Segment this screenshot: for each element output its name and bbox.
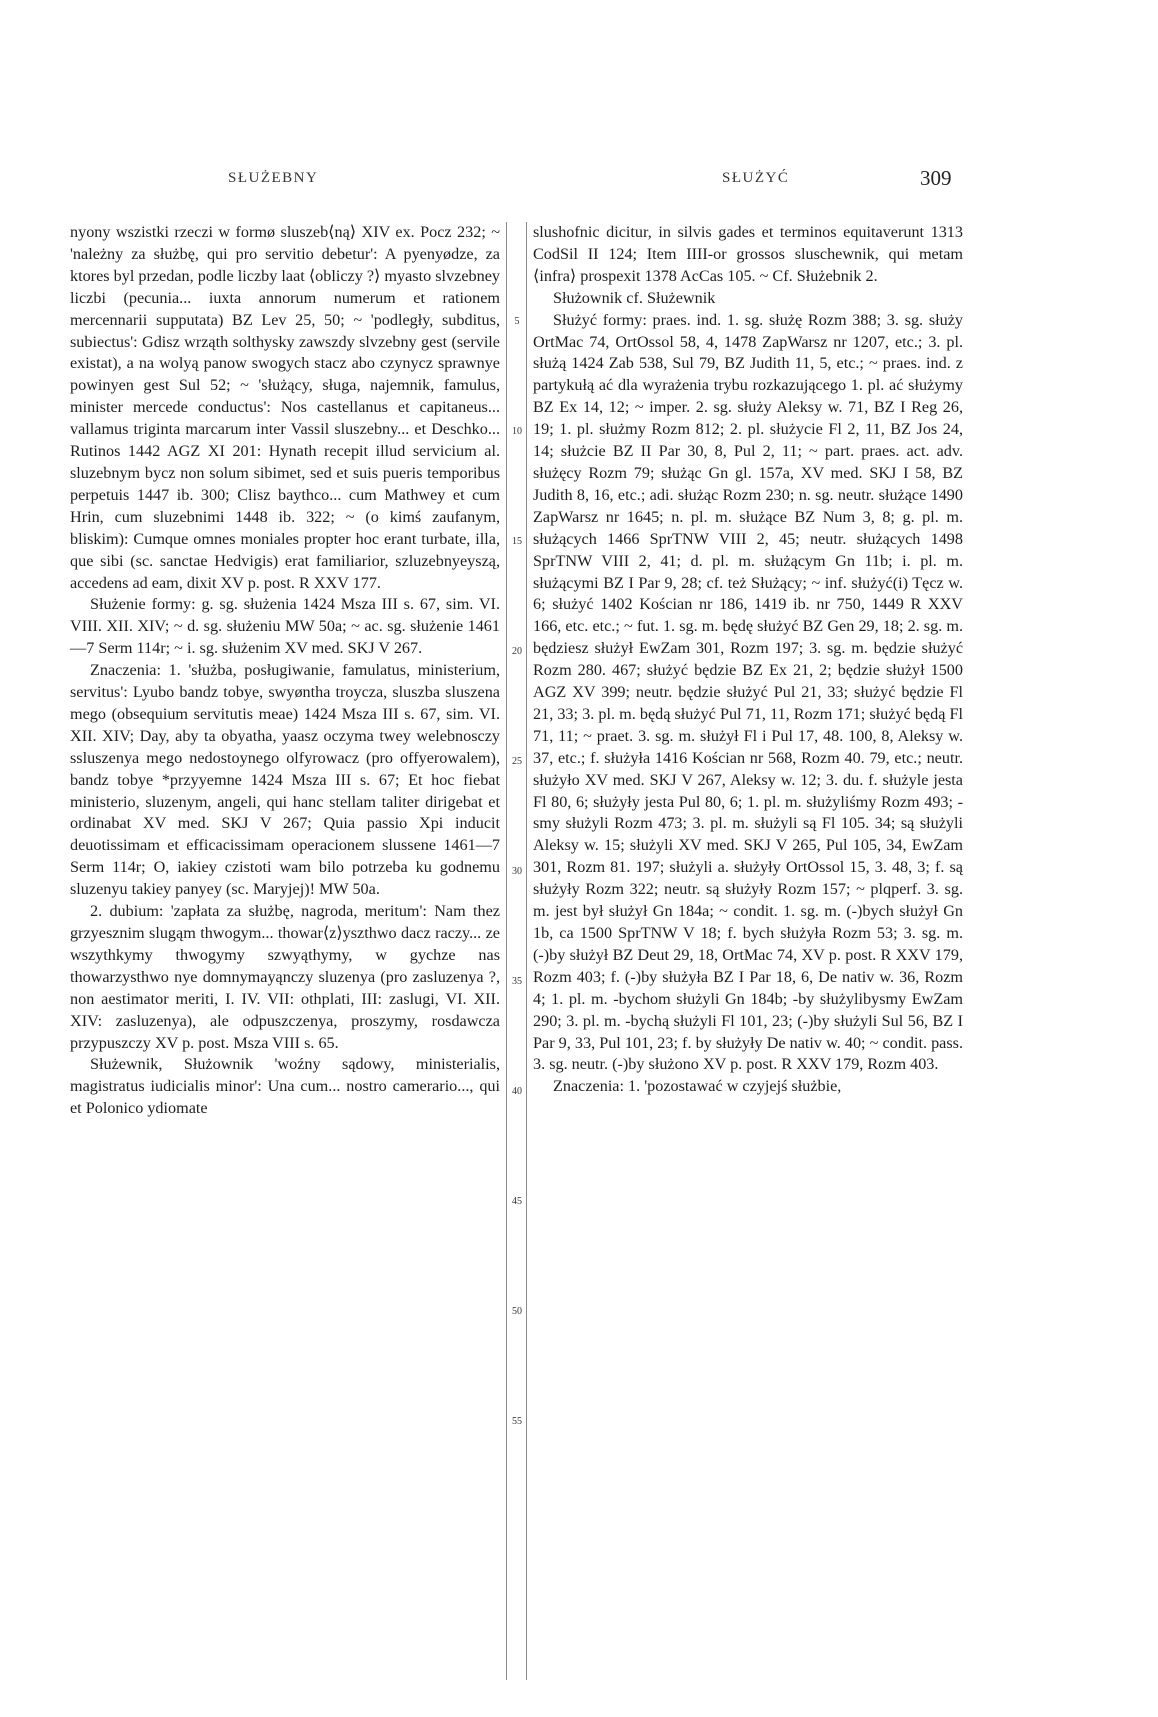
line-number: 15 — [512, 536, 522, 547]
line-number: 55 — [512, 1416, 522, 1427]
line-number: 40 — [512, 1086, 522, 1097]
right-column — [533, 222, 963, 1098]
column-rule-left — [506, 222, 507, 1680]
entry-sluzenie: Służenie formy: g. sg. służenia 1424 Msza III s. 67, sim. VI. VIII. XII. XIV; ~ d. sg. służeniu MW 50a; ~ ac. sg. służenie 1461—7 Serm 114r; ~ i. sg. służenim XV med. SKJ V 267. — [70, 595, 500, 658]
entry-sluzebny-continued: nyony wszistki rzeczi w formø sluszeb⟨ną⟩ XIV ex. Pocz 232; ~ 'należny za służbę, qui pro servitio debetur': A pyenyødze, za ktores byl przedan, podle liczby laat ⟨obliczy ?⟩ myasto slvzebney liczbi (pecunia... iuxta annorum numerum et rationem mercennarii supputata) BZ Lev 25, 50; ~ 'podległy, subditus, subiectus': Gdisz wrząth solthysky zawszdy slvzebny gest (servile existat), a na wolyą panow swogych stacz abo czynycz sprawnye powinyen gest Sul 52; ~ 'służący, sługa, najemnik, famulus, minister mercede conductus': Nos castellanus et capitaneus... vallamus triginta marcarum inter Vassil sluszebny... et Deschko... Rutinos 1442 AGZ XI 201: Hynath recepit illud servicium al. sluzebnym bycz non solum sibimet, sed et suis pueris temporibus perpetuis 1447 ib. 300; Clisz baythco... cum Mathwey et cum Hrin, cum sluzebnimi 1448 ib. 322; ~ (o kimś zaufanym, bliskim): Cumque omnes moniales propter hoc erant turbate, illa, que sibi (sc. sanctae Hedvigis) erat familiarior, szluzebnyeyszą, accedens ad eam, dixit XV p. post. R XXV 177. — [70, 223, 500, 592]
line-number: 25 — [512, 756, 522, 767]
line-number: 30 — [512, 866, 522, 877]
line-number: 35 — [512, 976, 522, 987]
entry-sluzyc: Służyć formy: praes. ind. 1. sg. służę Rozm 388; 3. sg. służy OrtMac 74, OrtOssol 58, 4, 1478 ZapWarsz nr 1207, etc.; 3. pl. służą 1424 Zab 538, Sul 79, BZ Judith 11, 5, etc.; ~ praes. ind. z partykułą ać dla wyrażenia trybu rozkazującego 1. pl. ać służymy BZ Ex 14, 12; ~ imper. 2. sg. służy Aleksy w. 71, BZ I Reg 26, 19; 1. pl. służmy Rozm 812; 2. pl. służycie Fl 2, 11, BZ Jos 24, 14; służcie BZ II Par 30, 8, Pul 2, 11; ~ part. praes. act. adv. służęcy Rozm 79; służąc Gn gl. 157a, XV med. SKJ I 58, BZ Judith 8, 16, etc.; adi. służąc Rozm 230; n. sg. neutr. służące 1490 ZapWarsz nr 1645; n. pl. m. służące BZ Num 3, 8; g. pl. m. służących 1466 SprTNW VIII 2, 45; neutr. służących 1498 SprTNW VIII 2, 41; d. pl. m. służącym Gn 11b; i. pl. m. służącymi BZ I Par 9, 28; cf. też Służący; ~ inf. służyć(i) Tęcz w. 6; służyć 1402 Kościan nr 186, 1419 ib. nr 750, 1449 R XXV 166, etc. etc.; ~ fut. 1. sg. m. będę służyć BZ Gen 29, 18; 2. sg. m. będziesz służył EwZam 301, Rozm 197; 3. sg. m. będzie służyć Rozm 280. 467; służyć będzie BZ Ex 21, 2; będzie służył 1500 AGZ XV 399; neutr. będzie służyć Pul 21, 33; służyć będzie Fl 21, 33; 3. pl. m. będą służyć Pul 71, 11, Rozm 171; służyć będą Fl 71, 11; ~ praet. 3. sg. m. służył Fl i Pul 17, 48. 100, 8, Aleksy w. 37, etc.; f. służyła 1416 Kościan nr 568, Rozm 40. 79, etc.; neutr. służyło XV med. SKJ V 267, Aleksy w. 12; 3. du. f. służyle jesta Fl 80, 6; służyły jesta Pul 80, 6; 1. pl. m. służyliśmy Rozm 493; -smy służyli Rozm 473; 3. pl. m. służyli są Fl 105. 34; są służyli Aleksy w. 15; służyli XV med. SKJ V 265, Pul 105, 34, EwZam 301, Rozm 81. 197; służyli a. służyły OrtOssol 15, 3. 48, 3; f. są służyły Rozm 322; neutr. są służyły Rozm 157; ~ plqperf. 3. sg. m. jest był służył Gn 184a; ~ condit. 1. sg. m. (-)bych służył Gn 1b, ca 1500 SprTNW V 18; f. bych służyła Rozm 53; 3. sg. m. (-)by służył BZ Deut 29, 18, OrtMac 74, XV p. post. R XXV 179, Rozm 403; f. (-)by służyła BZ I Par 18, 6, De nativ w. 36, Rozm 4; 1. pl. m. -bychom służyli Gn 184b; -by służylibysmy EwZam 290; 3. pl. m. -bychą służyli Fl 101, 23; (-)by służyli Sul 56, BZ I Par 9, 33, Pul 101, 23; f. by służyły De nativ w. 40; ~ condit. pass. 3. sg. neutr. (-)by służono XV p. post. R XXV 179, Rozm 403. — [533, 310, 963, 1074]
line-number: 20 — [512, 646, 522, 657]
entry-sluzewnik-continued: slushofnic dicitur, in silvis gades et terminos equitaverunt 1313 CodSil II 124; Item IIII-or grossos sluschewnik, qui metam ⟨infra⟩ prospexit 1378 AcCas 105. ~ Cf. Służebnik 2. — [533, 223, 963, 285]
column-rule-right — [526, 222, 527, 1680]
left-column — [70, 222, 500, 1120]
page-number: 309 — [920, 166, 952, 190]
entry-sluzewnik: Służewnik, Służownik 'woźny sądowy, ministerialis, magistratus iudicialis minor': Una cum... nostro camerario..., qui et Polonico ydiomate — [70, 1055, 500, 1118]
running-head-left: SŁUŻEBNY — [228, 170, 319, 186]
running-head-right: SŁUŻYĆ — [722, 170, 790, 186]
line-number: 45 — [512, 1196, 522, 1207]
line-number: 5 — [514, 316, 520, 327]
line-number: 10 — [512, 426, 522, 437]
entry-sluzownik: Służownik cf. Służewnik — [553, 288, 716, 307]
entry-sluzenie-meaning-2: 2. dubium: 'zapłata za służbę, nagroda, meritum': Nam thez grzyesznim slugąm thwogym... thowar⟨z⟩yszthwo dacz raczy... ze wszythkymy thwogymy szwyąthymy, w gychze nas thowarzysthwo nye domnymayąnczy sluzenya (pro zasluzenya ?, non aestimator meriti, I. IV. VII: othplati, III: zaslugi, VI. XII. XIV: zasluzenya), ale odpuszczenya, proszymy, rosdawcza przypuszczy XV p. post. Msza VIII s. 65. — [70, 902, 500, 1052]
entry-sluzyc-meaning-1: Znaczenia: 1. 'pozostawać w czyjejś służbie, — [553, 1077, 842, 1096]
line-number: 50 — [512, 1306, 522, 1317]
entry-sluzenie-meaning-1: Znaczenia: 1. 'służba, posługiwanie, famulatus, ministerium, servitus': Lyubo bandz tobye, swyøntha troycza, sluszba sluszena mego (obsequium servitutis meae) 1424 Msza III s. 67, sim. VI. XII. XIV; Day, aby ta obyatha, yaasz oczyma twey welebnosczy ssluszenya mego nedostoynego olfyrowacz (pro offyerowalem), bandz tobye *przyyemne 1424 Msza III s. 67; Et hoc fiebat ministerio, sluzenym, angeli, qui hanc stellam taliter dirigebat et ordinabat XV med. SKJ V 267; Quia passio Xpi inducit deuotissimam et efficacissimam operacionem slussene 1461—7 Serm 114r; O, iakiey czistoti wam bilo potrzeba ku godnemu sluzenyu takiey panyey (sc. Maryjej)! MW 50a. — [70, 661, 500, 899]
